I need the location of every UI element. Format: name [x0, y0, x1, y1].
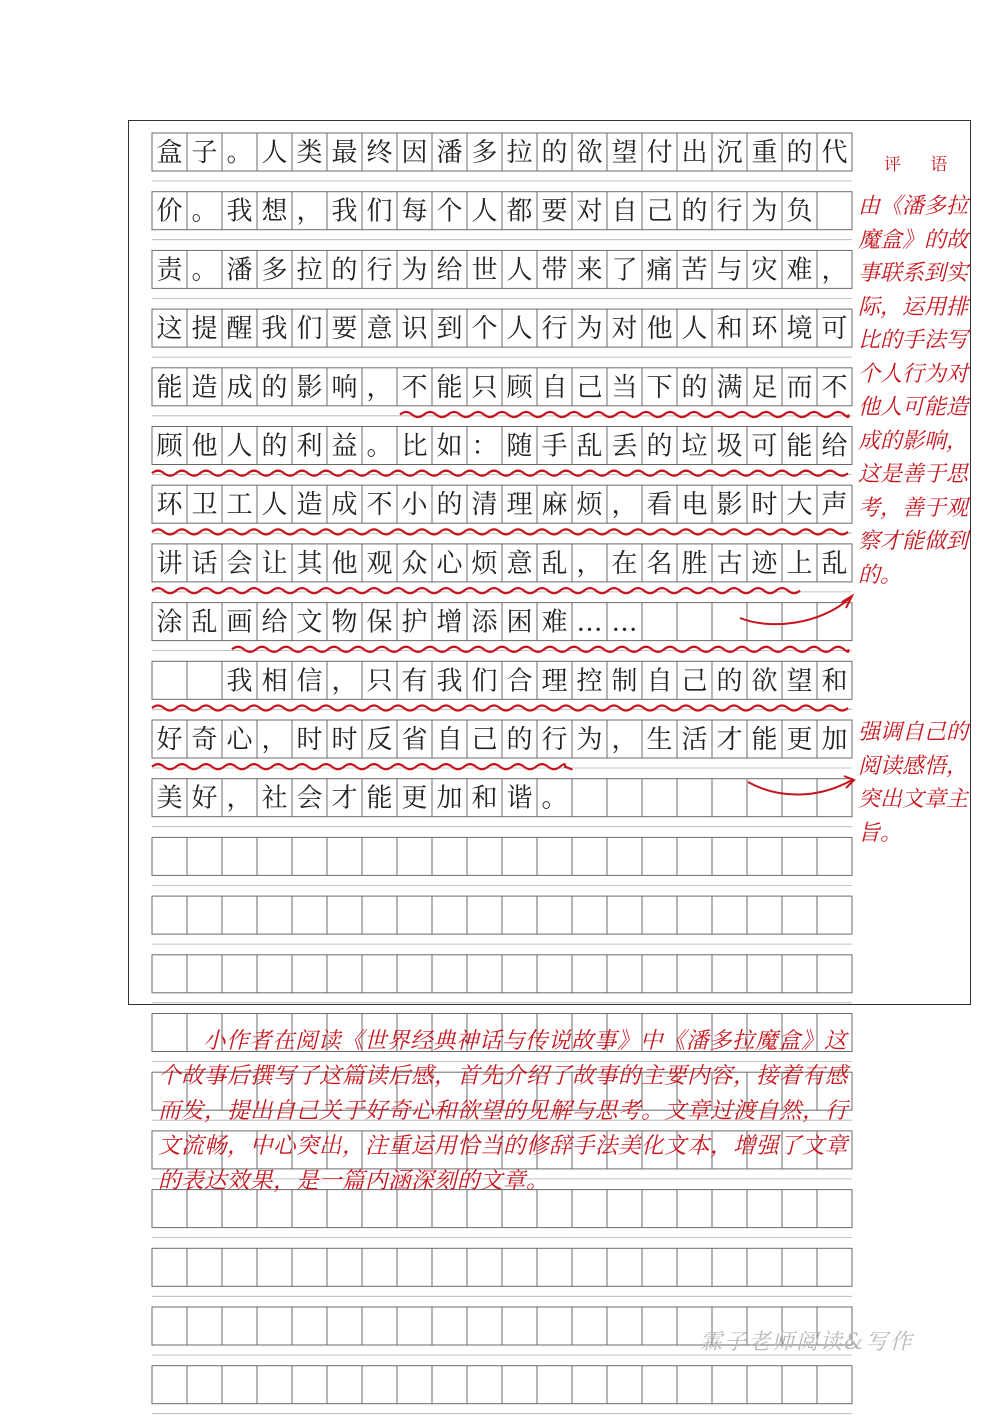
essay-frame [128, 120, 971, 1005]
essay-char: 理 [541, 666, 568, 697]
essay-char: 人 [261, 138, 288, 168]
essay-char: 物 [331, 607, 358, 638]
essay-char: 的 [716, 666, 743, 697]
essay-char: 相 [261, 666, 288, 697]
essay-char: 望 [611, 138, 638, 168]
essay-char: 更 [401, 783, 428, 814]
essay-char: ， [366, 372, 393, 403]
essay-char: 足 [751, 372, 778, 403]
essay-char: 与 [716, 255, 743, 286]
essay-char: ， [611, 490, 638, 521]
essay-char: 个 [436, 196, 463, 227]
essay-char: 反 [366, 725, 393, 755]
essay-char: 和 [471, 783, 498, 814]
essay-char: 保 [366, 607, 393, 638]
essay-char: 当 [611, 372, 638, 403]
essay-char: ， [611, 725, 638, 755]
essay-char: 类 [296, 138, 323, 168]
essay-char: 信 [296, 666, 323, 697]
essay-char: 丢 [611, 431, 638, 462]
essay-char: 意 [506, 548, 533, 579]
essay-char: 的 [261, 372, 288, 403]
margin-note-1: 由《潘多拉魔盒》的故事联系到实际，运用排比的手法写个人行为对他人可能造成的影响，这是善于思考，善于观察才能做到的。 [858, 194, 969, 588]
essay-char: 这 [156, 314, 183, 345]
essay-char: 影 [296, 372, 323, 403]
essay-char: 人 [681, 314, 708, 345]
essay-char: 烦 [471, 548, 498, 579]
essay-char: 和 [716, 314, 743, 345]
essay-char: 顾 [506, 372, 533, 403]
essay-char: 麻 [541, 490, 568, 521]
essay-char: 行 [716, 196, 743, 227]
essay-char: 比 [401, 431, 428, 462]
essay-char: 省 [401, 725, 428, 755]
essay-char: 。 [226, 138, 253, 168]
essay-char: 行 [366, 255, 393, 286]
essay-char: 们 [366, 196, 393, 227]
essay-char: 为 [401, 255, 428, 286]
essay-char: 顾 [156, 431, 183, 462]
essay-char: 电 [681, 490, 708, 521]
essay-char: 意 [366, 314, 393, 345]
essay-char: 画 [226, 607, 253, 638]
essay-char: 乱 [576, 431, 603, 462]
essay-char: 声 [821, 490, 848, 521]
essay-char: 好 [191, 783, 218, 814]
essay-char: 手 [541, 431, 568, 462]
essay-char: 观 [366, 548, 393, 579]
essay-char: 奇 [191, 725, 218, 755]
essay-char: 乱 [541, 548, 568, 579]
essay-char: 的 [436, 490, 463, 521]
essay-char: 心 [436, 548, 463, 579]
essay-char: 上 [786, 548, 813, 579]
essay-char: 难 [786, 255, 813, 286]
essay-char: 护 [401, 607, 428, 638]
grid-row [152, 1248, 852, 1296]
essay-char: 影 [716, 490, 743, 521]
essay-char: 会 [226, 548, 253, 579]
essay-char: 加 [436, 783, 463, 814]
essay-char: … [611, 607, 638, 638]
essay-char: … [576, 607, 603, 638]
essay-char: 会 [296, 783, 323, 814]
essay-char: 垃 [681, 431, 708, 462]
essay-char: 乱 [821, 548, 848, 579]
essay-char: 难 [541, 607, 568, 638]
essay-char: 人 [226, 431, 253, 462]
grid-row [152, 1366, 852, 1414]
essay-char: 众 [401, 548, 428, 579]
essay-char: 痛 [646, 255, 673, 286]
essay-char: 苦 [681, 255, 708, 286]
comment-title: 评 语 [884, 155, 960, 175]
essay-char: 时 [331, 725, 358, 755]
essay-char: 提 [191, 314, 218, 345]
essay-char: 时 [751, 490, 778, 521]
essay-char: 随 [506, 431, 533, 462]
essay-char: 看 [646, 490, 673, 521]
essay-char: 他 [191, 431, 218, 462]
essay-char: 造 [191, 372, 218, 403]
essay-char: 添 [471, 607, 498, 638]
essay-char: 只 [366, 666, 393, 697]
essay-char: 大 [786, 490, 813, 521]
essay-char: 终 [366, 138, 393, 168]
essay-char: 价 [156, 196, 183, 227]
essay-char: 自 [646, 666, 673, 697]
essay-char: 为 [576, 725, 603, 755]
essay-char: 环 [156, 490, 183, 521]
essay-char: 拉 [506, 138, 533, 168]
essay-char: 能 [366, 783, 393, 814]
essay-char: ， [576, 548, 603, 579]
essay-char: 圾 [716, 431, 743, 462]
essay-char: 卫 [191, 490, 218, 521]
essay-char: 能 [436, 372, 463, 403]
essay-char: 给 [261, 607, 288, 638]
essay-char: 讲 [156, 548, 183, 579]
essay-char: 己 [646, 196, 673, 227]
margin-note-2: 强调自己的阅读感悟，突出文章主旨。 [858, 720, 969, 846]
essay-char: 如 [436, 431, 463, 462]
essay-char: 可 [821, 314, 848, 345]
essay-char: 和 [821, 666, 848, 697]
essay-char: 造 [296, 490, 323, 521]
essay-char: 能 [156, 372, 183, 403]
essay-char: 困 [506, 607, 533, 638]
essay-char: 我 [226, 666, 253, 697]
essay-char: 出 [681, 138, 708, 168]
essay-char: 望 [786, 666, 813, 697]
essay-char: 能 [751, 725, 778, 755]
essay-char: 潘 [436, 138, 463, 168]
essay-char: 行 [541, 725, 568, 755]
essay-char: 重 [751, 138, 778, 168]
essay-char: 己 [576, 372, 603, 403]
essay-char: 他 [646, 314, 673, 345]
essay-char: 世 [471, 255, 498, 286]
essay-char: 生 [646, 725, 673, 755]
essay-char: 的 [646, 431, 673, 462]
essay-char: 时 [296, 725, 323, 755]
essay-char: 人 [506, 255, 533, 286]
essay-char: 己 [681, 666, 708, 697]
essay-char: 他 [331, 548, 358, 579]
essay-char: 欲 [576, 138, 603, 168]
essay-char: 人 [471, 196, 498, 227]
essay-char: 识 [401, 314, 428, 345]
essay-char: 在 [611, 548, 638, 579]
essay-char: ， [261, 725, 288, 755]
essay-char: 想 [261, 196, 288, 227]
essay-char: 付 [646, 138, 673, 168]
essay-char: ： [471, 431, 498, 462]
essay-char: 有 [401, 666, 428, 697]
essay-char: 个 [471, 314, 498, 345]
essay-char: 胜 [681, 548, 708, 579]
essay-char: 涂 [156, 607, 183, 638]
essay-char: 话 [191, 548, 218, 579]
essay-char: 给 [821, 431, 848, 462]
essay-char: 让 [261, 548, 288, 579]
essay-char: 小 [401, 490, 428, 521]
essay-char: 乱 [191, 607, 218, 638]
essay-char: 古 [716, 548, 743, 579]
essay-char: 们 [296, 314, 323, 345]
essay-char: 活 [681, 725, 708, 755]
essay-char: 而 [786, 372, 813, 403]
essay-char: 给 [436, 255, 463, 286]
essay-char: 欲 [751, 666, 778, 697]
essay-char: 子 [191, 138, 218, 168]
essay-char: 醒 [226, 314, 253, 345]
essay-char: 沉 [716, 138, 743, 168]
essay-char: 们 [471, 666, 498, 697]
essay-char: ， [226, 783, 253, 814]
essay-char: 好 [156, 725, 183, 755]
essay-char: 潘 [226, 255, 253, 286]
essay-char: 名 [646, 548, 673, 579]
essay-char: 不 [821, 372, 848, 403]
essay-char: 的 [541, 138, 568, 168]
essay-char: 灾 [751, 255, 778, 286]
essay-char: 都 [506, 196, 533, 227]
essay-char: 我 [331, 196, 358, 227]
essay-char: 环 [751, 314, 778, 345]
essay-char: 拉 [296, 255, 323, 286]
essay-char: 不 [401, 372, 428, 403]
essay-char: 带 [541, 255, 568, 286]
essay-char: 下 [646, 372, 673, 403]
essay-char: 人 [506, 314, 533, 345]
essay-char: 才 [716, 725, 743, 755]
essay-char: 最 [331, 138, 358, 168]
essay-char: 多 [261, 255, 288, 286]
essay-char: 的 [681, 196, 708, 227]
essay-char: 因 [401, 138, 428, 168]
essay-char: 理 [506, 490, 533, 521]
essay-char: 了 [611, 255, 638, 286]
essay-char: 己 [471, 725, 498, 755]
essay-char: 的 [331, 255, 358, 286]
essay-char: 才 [331, 783, 358, 814]
essay-char: 的 [786, 138, 813, 168]
essay-char: 行 [541, 314, 568, 345]
essay-char: 增 [436, 607, 463, 638]
essay-char: 多 [471, 138, 498, 168]
essay-char: ， [331, 666, 358, 697]
essay-char: 清 [471, 490, 498, 521]
essay-char: 每 [401, 196, 428, 227]
essay-char: 要 [541, 196, 568, 227]
essay-char: 心 [226, 725, 253, 755]
essay-char: ， [296, 196, 323, 227]
essay-char: 负 [786, 196, 813, 227]
essay-char: 工 [226, 490, 253, 521]
essay-char: 要 [331, 314, 358, 345]
essay-char: 为 [751, 196, 778, 227]
essay-char: 对 [611, 314, 638, 345]
essay-char: 代 [821, 138, 848, 168]
essay-char: 响 [331, 372, 358, 403]
essay-char: 谐 [506, 783, 533, 814]
essay-char: 控 [576, 666, 603, 697]
essay-char: 自 [611, 196, 638, 227]
essay-char: 其 [296, 548, 323, 579]
essay-char: 盒 [156, 138, 183, 168]
essay-char: 来 [576, 255, 603, 286]
essay-char: 。 [191, 196, 218, 227]
essay-char: 。 [191, 255, 218, 286]
essay-char: 益 [331, 431, 358, 462]
essay-char: 制 [611, 666, 638, 697]
essay-char: 成 [331, 490, 358, 521]
essay-char: 迹 [751, 548, 778, 579]
essay-char: 的 [506, 725, 533, 755]
essay-char: 自 [541, 372, 568, 403]
essay-char: 自 [436, 725, 463, 755]
essay-char: 合 [506, 666, 533, 697]
essay-char: 境 [786, 314, 813, 345]
essay-char: 更 [786, 725, 813, 755]
essay-char: 对 [576, 196, 603, 227]
essay-char: 我 [436, 666, 463, 697]
essay-char: 人 [261, 490, 288, 521]
watermark: 霖子老师阅读&写作 [700, 1330, 914, 1355]
essay-char: 可 [751, 431, 778, 462]
essay-char: 我 [226, 196, 253, 227]
essay-char: ， [821, 255, 848, 286]
essay-char: 只 [471, 372, 498, 403]
essay-char: 。 [366, 431, 393, 462]
teacher-summary: 小作者在阅读《世界经典神话与传说故事》中《潘多拉魔盒》这个故事后撰写了这篇读后感，首先介绍了故事的主要内容，接着有感而发，提出自己关于好奇心和欲望的见解与思考。文章过渡自然，行文流畅，中心突出，注重运用恰当的修辞手法美化文本，增强了文章的表达效果，是一篇内涵深刻的文章。 [158, 1028, 849, 1194]
essay-char: 到 [436, 314, 463, 345]
essay-char: 。 [541, 783, 568, 814]
essay-char: 成 [226, 372, 253, 403]
essay-char: 美 [156, 783, 183, 814]
essay-char: 责 [156, 255, 183, 286]
essay-char: 为 [576, 314, 603, 345]
essay-char: 的 [261, 431, 288, 462]
essay-char: 社 [261, 783, 288, 814]
essay-char: 满 [716, 372, 743, 403]
essay-char: 加 [821, 725, 848, 755]
essay-char: 烦 [576, 490, 603, 521]
essay-char: 利 [296, 431, 323, 462]
essay-char: 文 [296, 607, 323, 638]
essay-char: 能 [786, 431, 813, 462]
essay-char: 不 [366, 490, 393, 521]
essay-char: 的 [681, 372, 708, 403]
essay-char: 我 [261, 314, 288, 345]
